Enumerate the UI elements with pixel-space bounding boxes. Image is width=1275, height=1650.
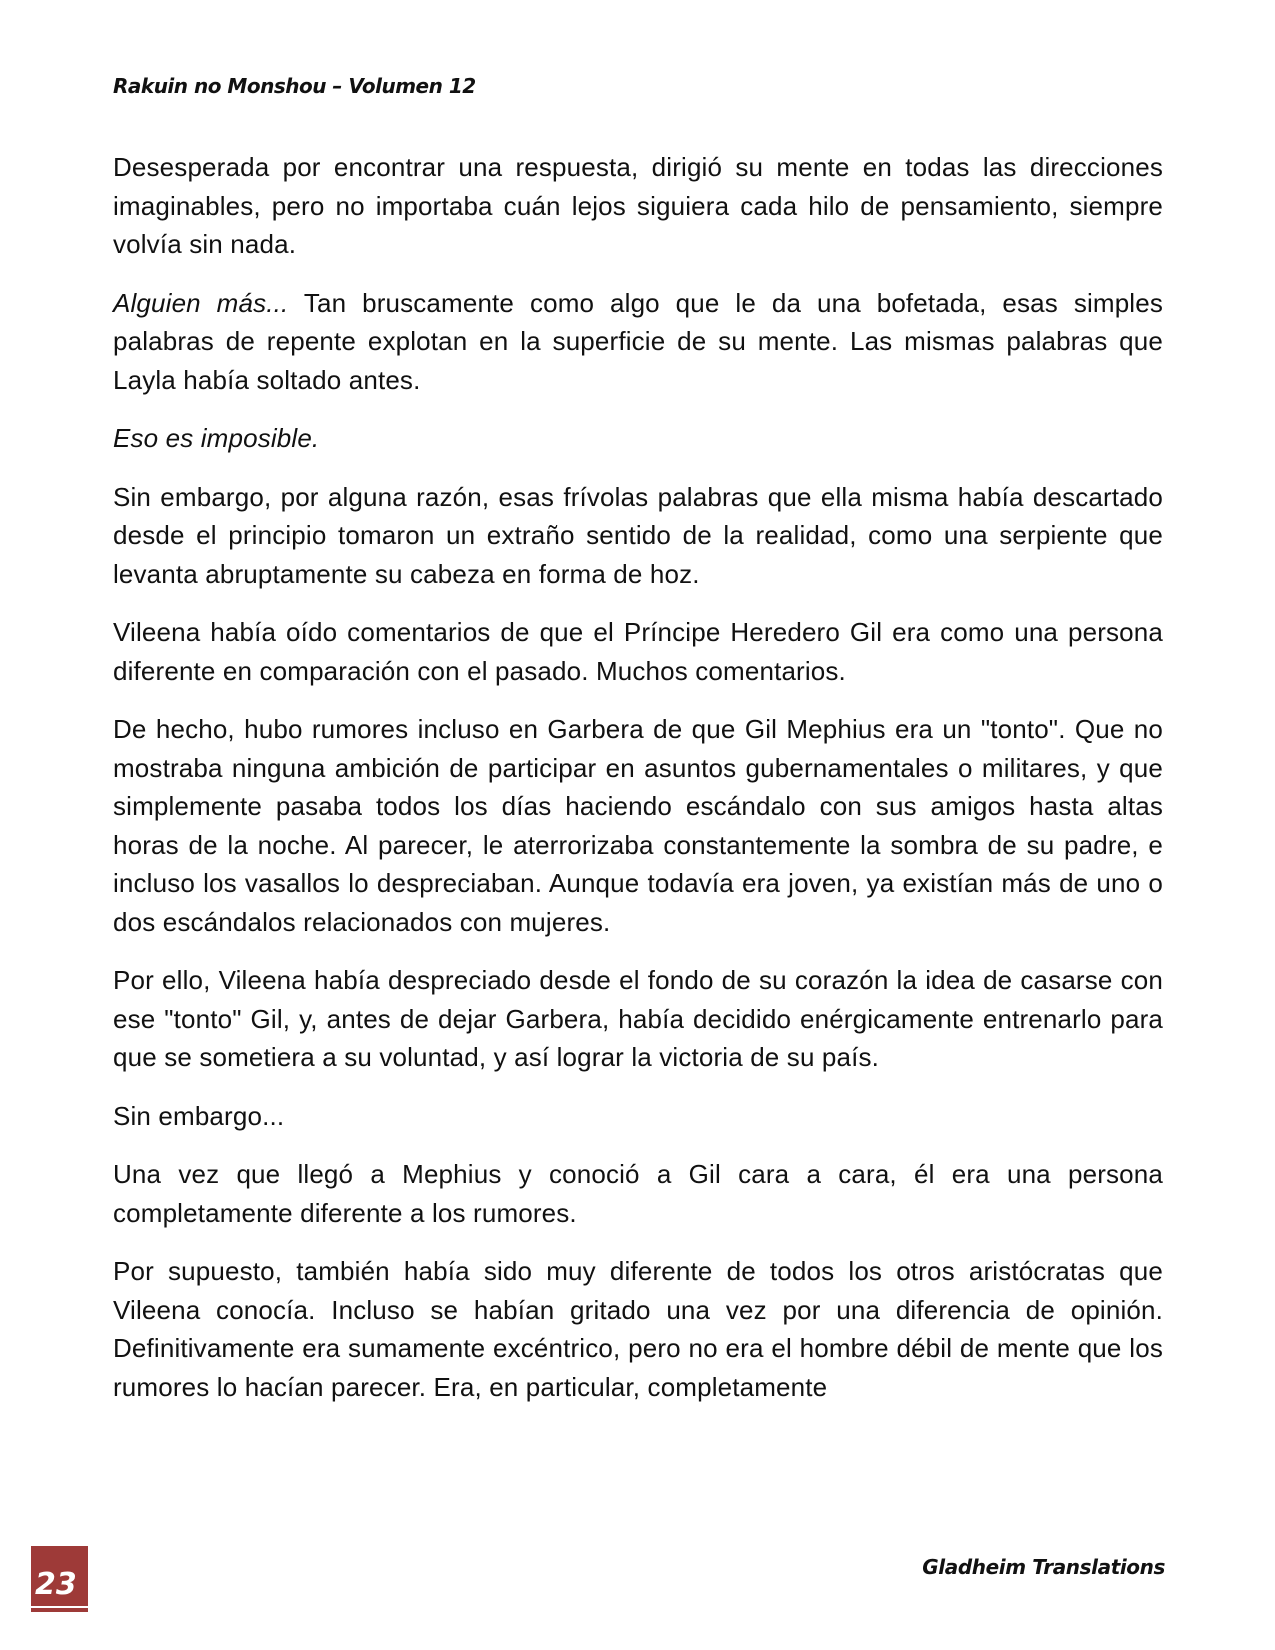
paragraph-3 bbox=[113, 419, 1163, 458]
paragraph-6: De hecho, hubo rumores incluso en Garbera de que Gil Mephius era un "tonto". Que no mostraba ninguna ambición de participar en asuntos gubernamentales o militares, y que simplemente pasaba todos los días haciendo escándalo con sus amigos hasta altas horas de la noche. Al parecer, le aterrorizaba constantemente la sombra de su padre, e incluso los vasallos lo despreciaban. Aunque todavía era joven, ya existían más de uno o dos escándalos relacionados con mujeres. bbox=[113, 714, 1163, 937]
paragraph-2-text: Tan bruscamente como algo que le da una bofetada, esas simples palabras de repente explotan en la superficie de su mente. Las mismas palabras que Layla había soltado antes. bbox=[113, 287, 1163, 395]
paragraph-1: Desesperada por encontrar una respuesta, dirigió su mente en todas las direcciones imaginables, pero no importaba cuán lejos siguiera cada hilo de pensamiento, siempre volvía sin nada. bbox=[113, 152, 1163, 259]
footer-credit: Gladheim Translations bbox=[922, 1555, 1165, 1579]
document-body bbox=[113, 148, 1163, 1426]
paragraph-8: Sin embargo... bbox=[113, 1100, 285, 1131]
paragraph-10: Por supuesto, también había sido muy diferente de todos los otros aristócratas que Vileena conocía. Incluso se habían gritado una vez por una diferencia de opinión. Definitivamente era sumamente excéntrico, pero no era el hombre débil de mente que los rumores lo hacían parecer. Era, en particular, completamente bbox=[113, 1256, 1163, 1402]
paragraph-4: Sin embargo, por alguna razón, esas frívolas palabras que ella misma había descartado desde el principio tomaron un extraño sentido de la realidad, como una serpiente que levanta abruptamente su cabeza en forma de hoz. bbox=[113, 481, 1163, 589]
paragraph-7: Por ello, Vileena había despreciado desde el fondo de su corazón la idea de casarse con ese "tonto" Gil, y, antes de dejar Garbera, había decidido enérgicamente entrenarlo para que se sometiera a su voluntad, y así lograr la victoria de su país. bbox=[113, 965, 1163, 1072]
page-number-underline bbox=[31, 1606, 88, 1608]
paragraph-3-italic-thought: Eso es imposible. bbox=[113, 423, 320, 453]
paragraph-2 bbox=[113, 284, 1163, 400]
page-number: 23 bbox=[35, 1567, 77, 1602]
paragraph-9: Una vez que llegó a Mephius y conoció a Gil cara a cara, él era una persona completamente diferente a los rumores. bbox=[113, 1159, 1163, 1228]
document-header-title: Rakuin no Monshou – Volumen 12 bbox=[113, 74, 476, 98]
paragraph-5: Vileena había oído comentarios de que el Príncipe Heredero Gil era como una persona diferente en comparación con el pasado. Muchos comentarios. bbox=[113, 617, 1163, 686]
paragraph-2-italic-thought: Alguien más... bbox=[113, 287, 289, 318]
